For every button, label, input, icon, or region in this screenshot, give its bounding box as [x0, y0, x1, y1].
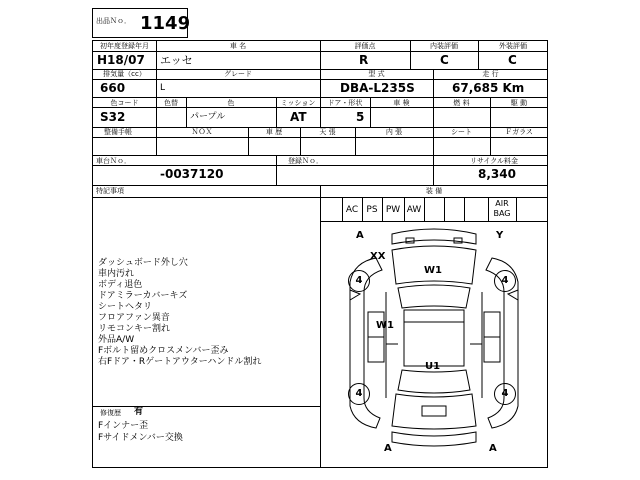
- displacement-label: 排気量（cc）: [103, 70, 146, 78]
- mark-w1-hood: W1: [424, 265, 442, 276]
- mark-w1-side: W1: [376, 320, 394, 331]
- tire-front-left: 4: [348, 270, 370, 292]
- score-label: 評価点: [354, 42, 376, 50]
- displacement-value: 660: [100, 81, 126, 95]
- chassis-label: 車台Ｎｏ．: [96, 157, 131, 165]
- interior-score-value: C: [440, 53, 449, 67]
- exterior-score-label: 外装評価: [499, 42, 527, 50]
- remark-10: 右Fドア・Rゲートアウターハンドル割れ: [98, 357, 262, 367]
- tire-rear-right: 4: [494, 383, 516, 405]
- repair-label: 修復歴: [100, 409, 121, 417]
- remarks-label: 特記事項: [96, 187, 124, 195]
- mileage-value: 67,685 Km: [452, 81, 525, 95]
- lot-number-label: 出品Ｎｏ．: [96, 17, 131, 25]
- car-name-label: 車 名: [229, 42, 247, 50]
- mileage-label: 走 行: [482, 70, 499, 78]
- color-label: 色: [227, 99, 235, 107]
- interior-score-label: 内装評価: [430, 42, 458, 50]
- fglass-label: Ｆガラス: [505, 128, 533, 136]
- doors-value: 5: [356, 110, 365, 124]
- grade-label: グレード: [224, 70, 252, 78]
- inspection-label: 車 検: [393, 99, 410, 107]
- tire-front-right: 4: [494, 270, 516, 292]
- mark-a-rear-right: A: [489, 443, 497, 454]
- mark-y-front-right: Y: [496, 230, 504, 241]
- equipment-airbag: AIR BAG: [493, 199, 511, 218]
- equipment-ac: AC: [345, 205, 359, 215]
- maintenance-label: 整備手帳: [104, 128, 132, 136]
- interior-label: 内 張: [385, 128, 403, 136]
- roof-label: 天 張: [319, 128, 336, 136]
- car-name-value: エッセ: [160, 54, 193, 67]
- model-value: DBA-L235S: [340, 81, 415, 95]
- nox-label: ＮＯＸ: [191, 128, 213, 136]
- equipment-pw: PW: [385, 205, 401, 215]
- color-type-label: 色替: [164, 99, 178, 107]
- transmission-value: AT: [290, 110, 307, 124]
- seat-label: シート: [451, 128, 472, 136]
- remark-4: ドアミラーカバーキズ: [98, 291, 188, 301]
- recycle-value: 8,340: [478, 167, 516, 181]
- history-label: 車 歴: [265, 128, 283, 136]
- repair-note-2: Fサイドメンバー交換: [98, 433, 183, 443]
- exterior-score-value: C: [508, 53, 517, 67]
- chassis-value: -0037120: [160, 167, 224, 181]
- reg-no-label: 登録Ｎｏ．: [288, 157, 323, 165]
- remark-1: ダッシュボード外し穴: [98, 258, 188, 268]
- lot-number: 1149: [140, 13, 191, 34]
- fuel-label: 燃 料: [453, 99, 470, 107]
- equipment-ps: PS: [366, 205, 378, 215]
- doors-label: ドア・形状: [327, 99, 363, 107]
- mark-a-front-left: A: [356, 230, 364, 241]
- model-label: 型 式: [368, 70, 385, 78]
- equipment-aw: AW: [406, 205, 422, 215]
- tire-rear-left: 4: [348, 383, 370, 405]
- first-reg-label: 初年度登録年月: [100, 42, 149, 50]
- repair-note-1: Fインナー歪: [98, 421, 149, 431]
- remark-3: ボディ退色: [98, 280, 143, 290]
- remark-7: リモコンキー割れ: [98, 324, 171, 334]
- remark-6: フロアファン異音: [98, 313, 170, 323]
- score-value: R: [359, 53, 369, 67]
- car-damage-diagram: [320, 222, 548, 468]
- first-reg-value: H18/07: [97, 53, 145, 67]
- drive-label: 駆 動: [510, 99, 528, 107]
- grade-value: L: [160, 83, 166, 93]
- remark-5: シートヘタリ: [98, 302, 153, 312]
- mark-xx: XX: [370, 251, 386, 262]
- color-code-label: 色コード: [110, 99, 139, 107]
- mark-a-rear-left: A: [384, 443, 392, 454]
- remark-8: 外品A/W: [98, 335, 135, 345]
- recycle-label: リサイクル料金: [470, 157, 519, 165]
- mark-u1: U1: [425, 361, 441, 372]
- remark-9: Fボルト留めクロスメンバー歪み: [98, 346, 229, 356]
- equipment-label: 装 備: [425, 187, 443, 195]
- color-code-value: S32: [100, 110, 126, 124]
- remark-2: 車内汚れ: [98, 269, 135, 279]
- transmission-label: ミッション: [280, 99, 316, 107]
- color-value: パープル: [190, 112, 226, 122]
- repair-value: 有: [134, 407, 144, 417]
